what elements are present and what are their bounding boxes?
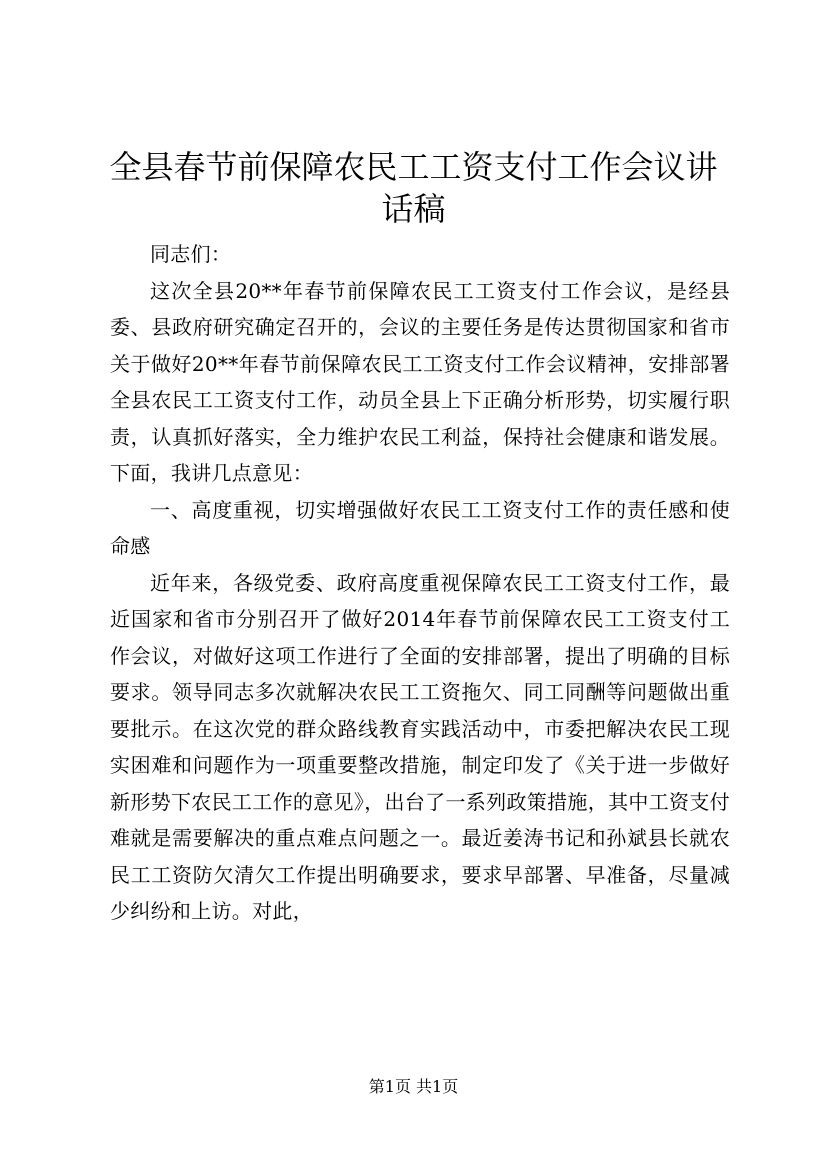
section-heading-1: 一、高度重视，切实增强做好农民工工资支付工作的责任感和使命感 bbox=[110, 497, 730, 558]
paragraph-section-1: 近年来，各级党委、政府高度重视保障农民工工资支付工作，最近国家和省市分别召开了做好2014年春节前保障农民工工资支付工作会议，对做好这项工作进行了全面的安排部署，提出了明确的目标要求。领导同志多次就解决农民工工资拖欠、同工同酬等问题做出重要批示。在这次党的群众路线教育实践活动中，市委把解决农民工现实困难和问题作为一项重要整改措施，制定印发了《关于进一步做好新形势下农民工工作的意见》，出台了一系列政策措施，其中工资支付难就是需要解决的重点难点问题之一。最近姜涛书记和孙斌县长就农民工工资防欠清欠工作提出明确要求，要求早部署、早准备，尽量减少纠纷和上访。对此， bbox=[110, 570, 730, 923]
document-title: 全县春节前保障农民工工资支付工作会议讲话稿 bbox=[109, 148, 718, 228]
page-footer: 第1页 共1页 bbox=[368, 1077, 459, 1096]
paragraph-intro: 这次全县20**年春节前保障农民工工资支付工作会议，是经县委、县政府研究确定召开的，会议的主要任务是传达贯彻国家和省市关于做好20**年春节前保障农民工工资支付工作会议精神，安排部署全县农民工工资支付工作，动员全县上下正确分析形势，切实履行职责，认真抓好落实，全力维护农民工利益，保持社会健康和谐发展。下面，我讲几点意见： bbox=[110, 278, 730, 485]
document-body bbox=[110, 236, 730, 930]
paragraph-salutation: 同志们： bbox=[150, 242, 232, 266]
